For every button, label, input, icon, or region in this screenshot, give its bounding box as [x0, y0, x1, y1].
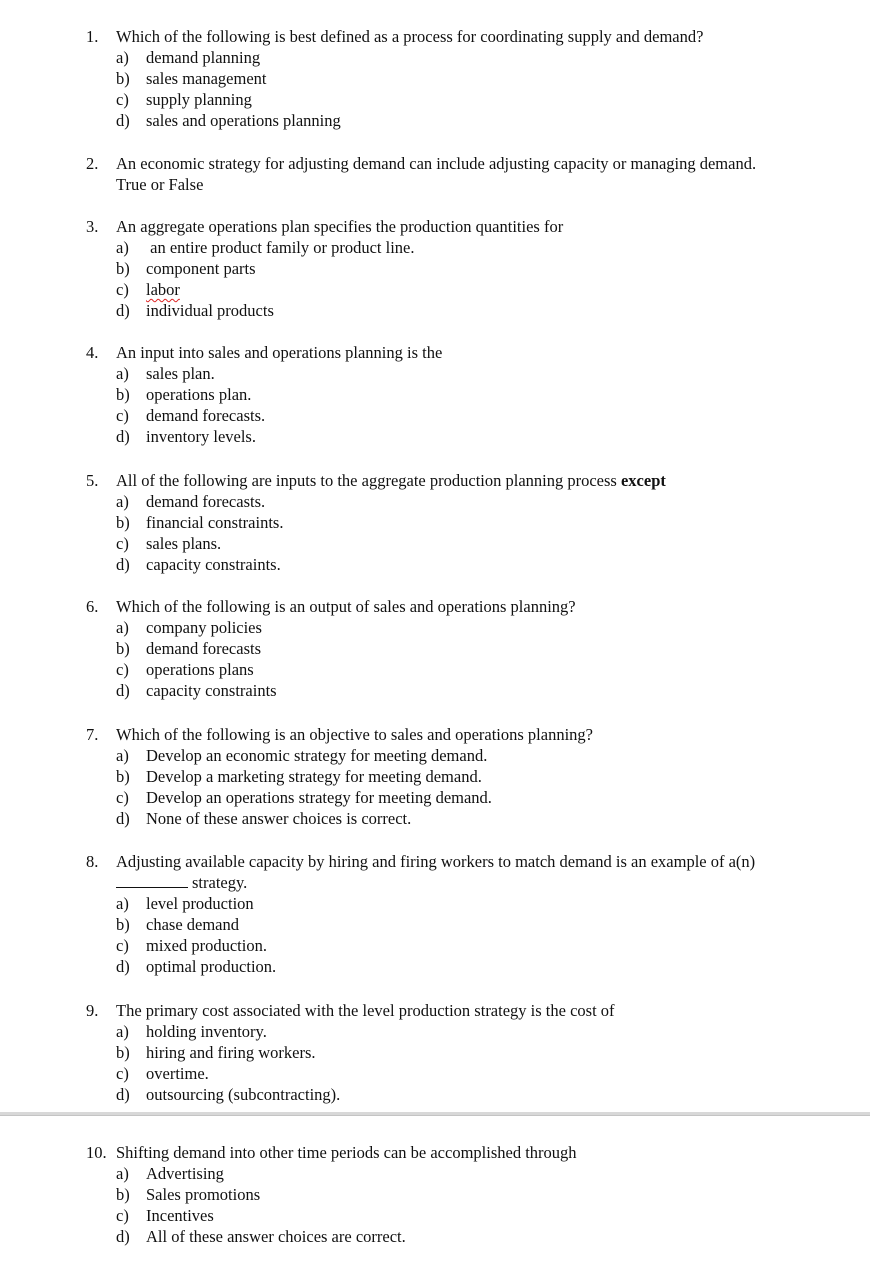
option — [86, 47, 846, 68]
option-letter: c) — [116, 1206, 129, 1225]
option — [86, 554, 846, 575]
option — [86, 1226, 846, 1247]
option — [86, 68, 846, 89]
question-number: 10. — [86, 1143, 107, 1162]
option-letter: c) — [116, 90, 129, 109]
option-text: hiring and firing workers. — [146, 1043, 316, 1062]
option-letter: a) — [116, 364, 129, 383]
question-text: Adjusting available capacity by hiring and firing workers to match demand is an example of a(n) — [116, 852, 756, 871]
option-text: demand forecasts. — [146, 406, 266, 425]
option-letter: a) — [116, 746, 129, 765]
option-letter: b) — [116, 767, 130, 786]
option — [86, 680, 846, 701]
option-letter: d) — [116, 809, 130, 828]
option — [86, 533, 846, 554]
question-text-main: All of the following are inputs to the aggregate production planning process — [116, 471, 621, 490]
option-letter: a) — [116, 492, 129, 511]
option-text: Develop a marketing strategy for meeting demand. — [146, 767, 482, 786]
option — [86, 258, 846, 279]
question-continuation — [86, 872, 846, 893]
option — [86, 745, 846, 766]
option — [86, 512, 846, 533]
question-2 — [86, 153, 846, 195]
option — [86, 1021, 846, 1042]
option — [86, 956, 846, 977]
option — [86, 893, 846, 914]
option — [86, 237, 846, 258]
option — [86, 89, 846, 110]
option-letter: b) — [116, 639, 130, 658]
option-text: component parts — [146, 259, 256, 278]
option — [86, 808, 846, 829]
option — [86, 638, 846, 659]
option-text-spellcheck: labor — [146, 280, 180, 299]
question-number: 9. — [86, 1001, 99, 1020]
option-text: demand planning — [146, 48, 261, 67]
question-text: An economic strategy for adjusting demand can include adjusting capacity or managing demand. — [116, 154, 757, 173]
option-text: operations plan. — [146, 385, 252, 404]
option-text: supply planning — [146, 90, 252, 109]
option — [86, 914, 846, 935]
option-text: optimal production. — [146, 957, 277, 976]
option-text: outsourcing (subcontracting). — [146, 1085, 341, 1104]
option — [86, 1205, 846, 1226]
option-letter: b) — [116, 69, 130, 88]
option — [86, 1063, 846, 1084]
option — [86, 1163, 846, 1184]
option-letter: d) — [116, 681, 130, 700]
option-letter: c) — [116, 280, 129, 299]
option-text: demand forecasts — [146, 639, 261, 658]
question-text: Shifting demand into other time periods can be accomplished through — [116, 1143, 577, 1162]
option — [86, 935, 846, 956]
option-letter: b) — [116, 1043, 130, 1062]
question-9 — [86, 1000, 846, 1105]
question-continuation-text: strategy. — [192, 873, 248, 892]
option-text: level production — [146, 894, 254, 913]
fill-in-blank — [116, 873, 188, 888]
option-text: financial constraints. — [146, 513, 284, 532]
option-letter: c) — [116, 1064, 129, 1083]
option-letter: d) — [116, 111, 130, 130]
question-number: 4. — [86, 343, 99, 362]
question-8 — [86, 851, 846, 977]
option-text: Develop an operations strategy for meeting demand. — [146, 788, 492, 807]
option — [86, 617, 846, 638]
option-text: an entire product family or product line. — [146, 238, 415, 257]
cropped-previous-line — [0, 0, 870, 2]
document-page-2 — [0, 1116, 870, 1262]
option-letter: d) — [116, 555, 130, 574]
question-text: An input into sales and operations planning is the — [116, 343, 443, 362]
option-text: holding inventory. — [146, 1022, 267, 1041]
question-emphasis: except — [620, 471, 666, 490]
question-text: The primary cost associated with the level production strategy is the cost of — [116, 1001, 615, 1020]
option — [86, 1084, 846, 1105]
option-text: sales plan. — [146, 364, 215, 383]
option-letter: b) — [116, 1185, 130, 1204]
question-number: 8. — [86, 852, 99, 871]
option-letter: d) — [116, 427, 130, 446]
option-letter: a) — [116, 1022, 129, 1041]
option-letter: c) — [116, 406, 129, 425]
option-text: Develop an economic strategy for meeting demand. — [146, 746, 488, 765]
option — [86, 426, 846, 447]
question-number: 6. — [86, 597, 99, 616]
question-number: 1. — [86, 27, 99, 46]
question-text: Which of the following is an objective to sales and operations planning? — [116, 725, 594, 744]
option-text: Incentives — [146, 1206, 214, 1225]
option — [86, 405, 846, 426]
option-text: chase demand — [146, 915, 239, 934]
option-text: mixed production. — [146, 936, 267, 955]
question-6 — [86, 596, 846, 701]
option-text: inventory levels. — [146, 427, 256, 446]
option-text: capacity constraints — [146, 681, 277, 700]
option-text: None of these answer choices is correct. — [146, 809, 412, 828]
option-text: sales plans. — [146, 534, 222, 553]
option-letter: d) — [116, 301, 130, 320]
question-text: Which of the following is best defined as a process for coordinating supply and demand? — [116, 27, 704, 46]
question-3 — [86, 216, 846, 321]
option-letter: a) — [116, 894, 129, 913]
option — [86, 110, 846, 131]
option-text: demand forecasts. — [146, 492, 266, 511]
option — [86, 491, 846, 512]
option-letter: c) — [116, 936, 129, 955]
question-5 — [86, 470, 846, 575]
option-letter: a) — [116, 48, 129, 67]
option — [86, 766, 846, 787]
option-letter: a) — [116, 238, 129, 257]
option-letter: c) — [116, 534, 129, 553]
question-text — [116, 470, 666, 491]
option — [86, 787, 846, 808]
question-10 — [86, 1142, 846, 1247]
option-text: sales and operations planning — [146, 111, 341, 130]
option-text: individual products — [146, 301, 274, 320]
option — [86, 300, 846, 321]
option-letter: b) — [116, 259, 130, 278]
option — [86, 384, 846, 405]
question-number: 3. — [86, 217, 99, 236]
option — [86, 659, 846, 680]
option-letter: d) — [116, 1085, 130, 1104]
question-number: 7. — [86, 725, 99, 744]
option-letter: a) — [116, 618, 129, 637]
option-text: Sales promotions — [146, 1185, 261, 1204]
option-text: operations plans — [146, 660, 254, 679]
question-1 — [86, 26, 846, 131]
option-letter: d) — [116, 957, 130, 976]
option-letter: a) — [116, 1164, 129, 1183]
option-text: capacity constraints. — [146, 555, 281, 574]
option-text: overtime. — [146, 1064, 209, 1083]
option-text: All of these answer choices are correct. — [146, 1227, 406, 1246]
question-continuation: True or False — [116, 175, 204, 194]
question-text: An aggregate operations plan specifies the production quantities for — [116, 217, 564, 236]
option-letter: b) — [116, 513, 130, 532]
question-4 — [86, 342, 846, 447]
option-letter: c) — [116, 660, 129, 679]
option — [86, 279, 846, 300]
option-letter: c) — [116, 788, 129, 807]
option — [86, 1184, 846, 1205]
option-letter: d) — [116, 1227, 130, 1246]
option — [86, 1042, 846, 1063]
question-number: 5. — [86, 471, 99, 490]
option — [86, 363, 846, 384]
question-number: 2. — [86, 154, 99, 173]
option-text: Advertising — [146, 1164, 224, 1183]
option-text: sales management — [146, 69, 267, 88]
option-text: company policies — [146, 618, 262, 637]
option-letter: b) — [116, 385, 130, 404]
question-7 — [86, 724, 846, 829]
option-letter: b) — [116, 915, 130, 934]
question-text: Which of the following is an output of sales and operations planning? — [116, 597, 576, 616]
